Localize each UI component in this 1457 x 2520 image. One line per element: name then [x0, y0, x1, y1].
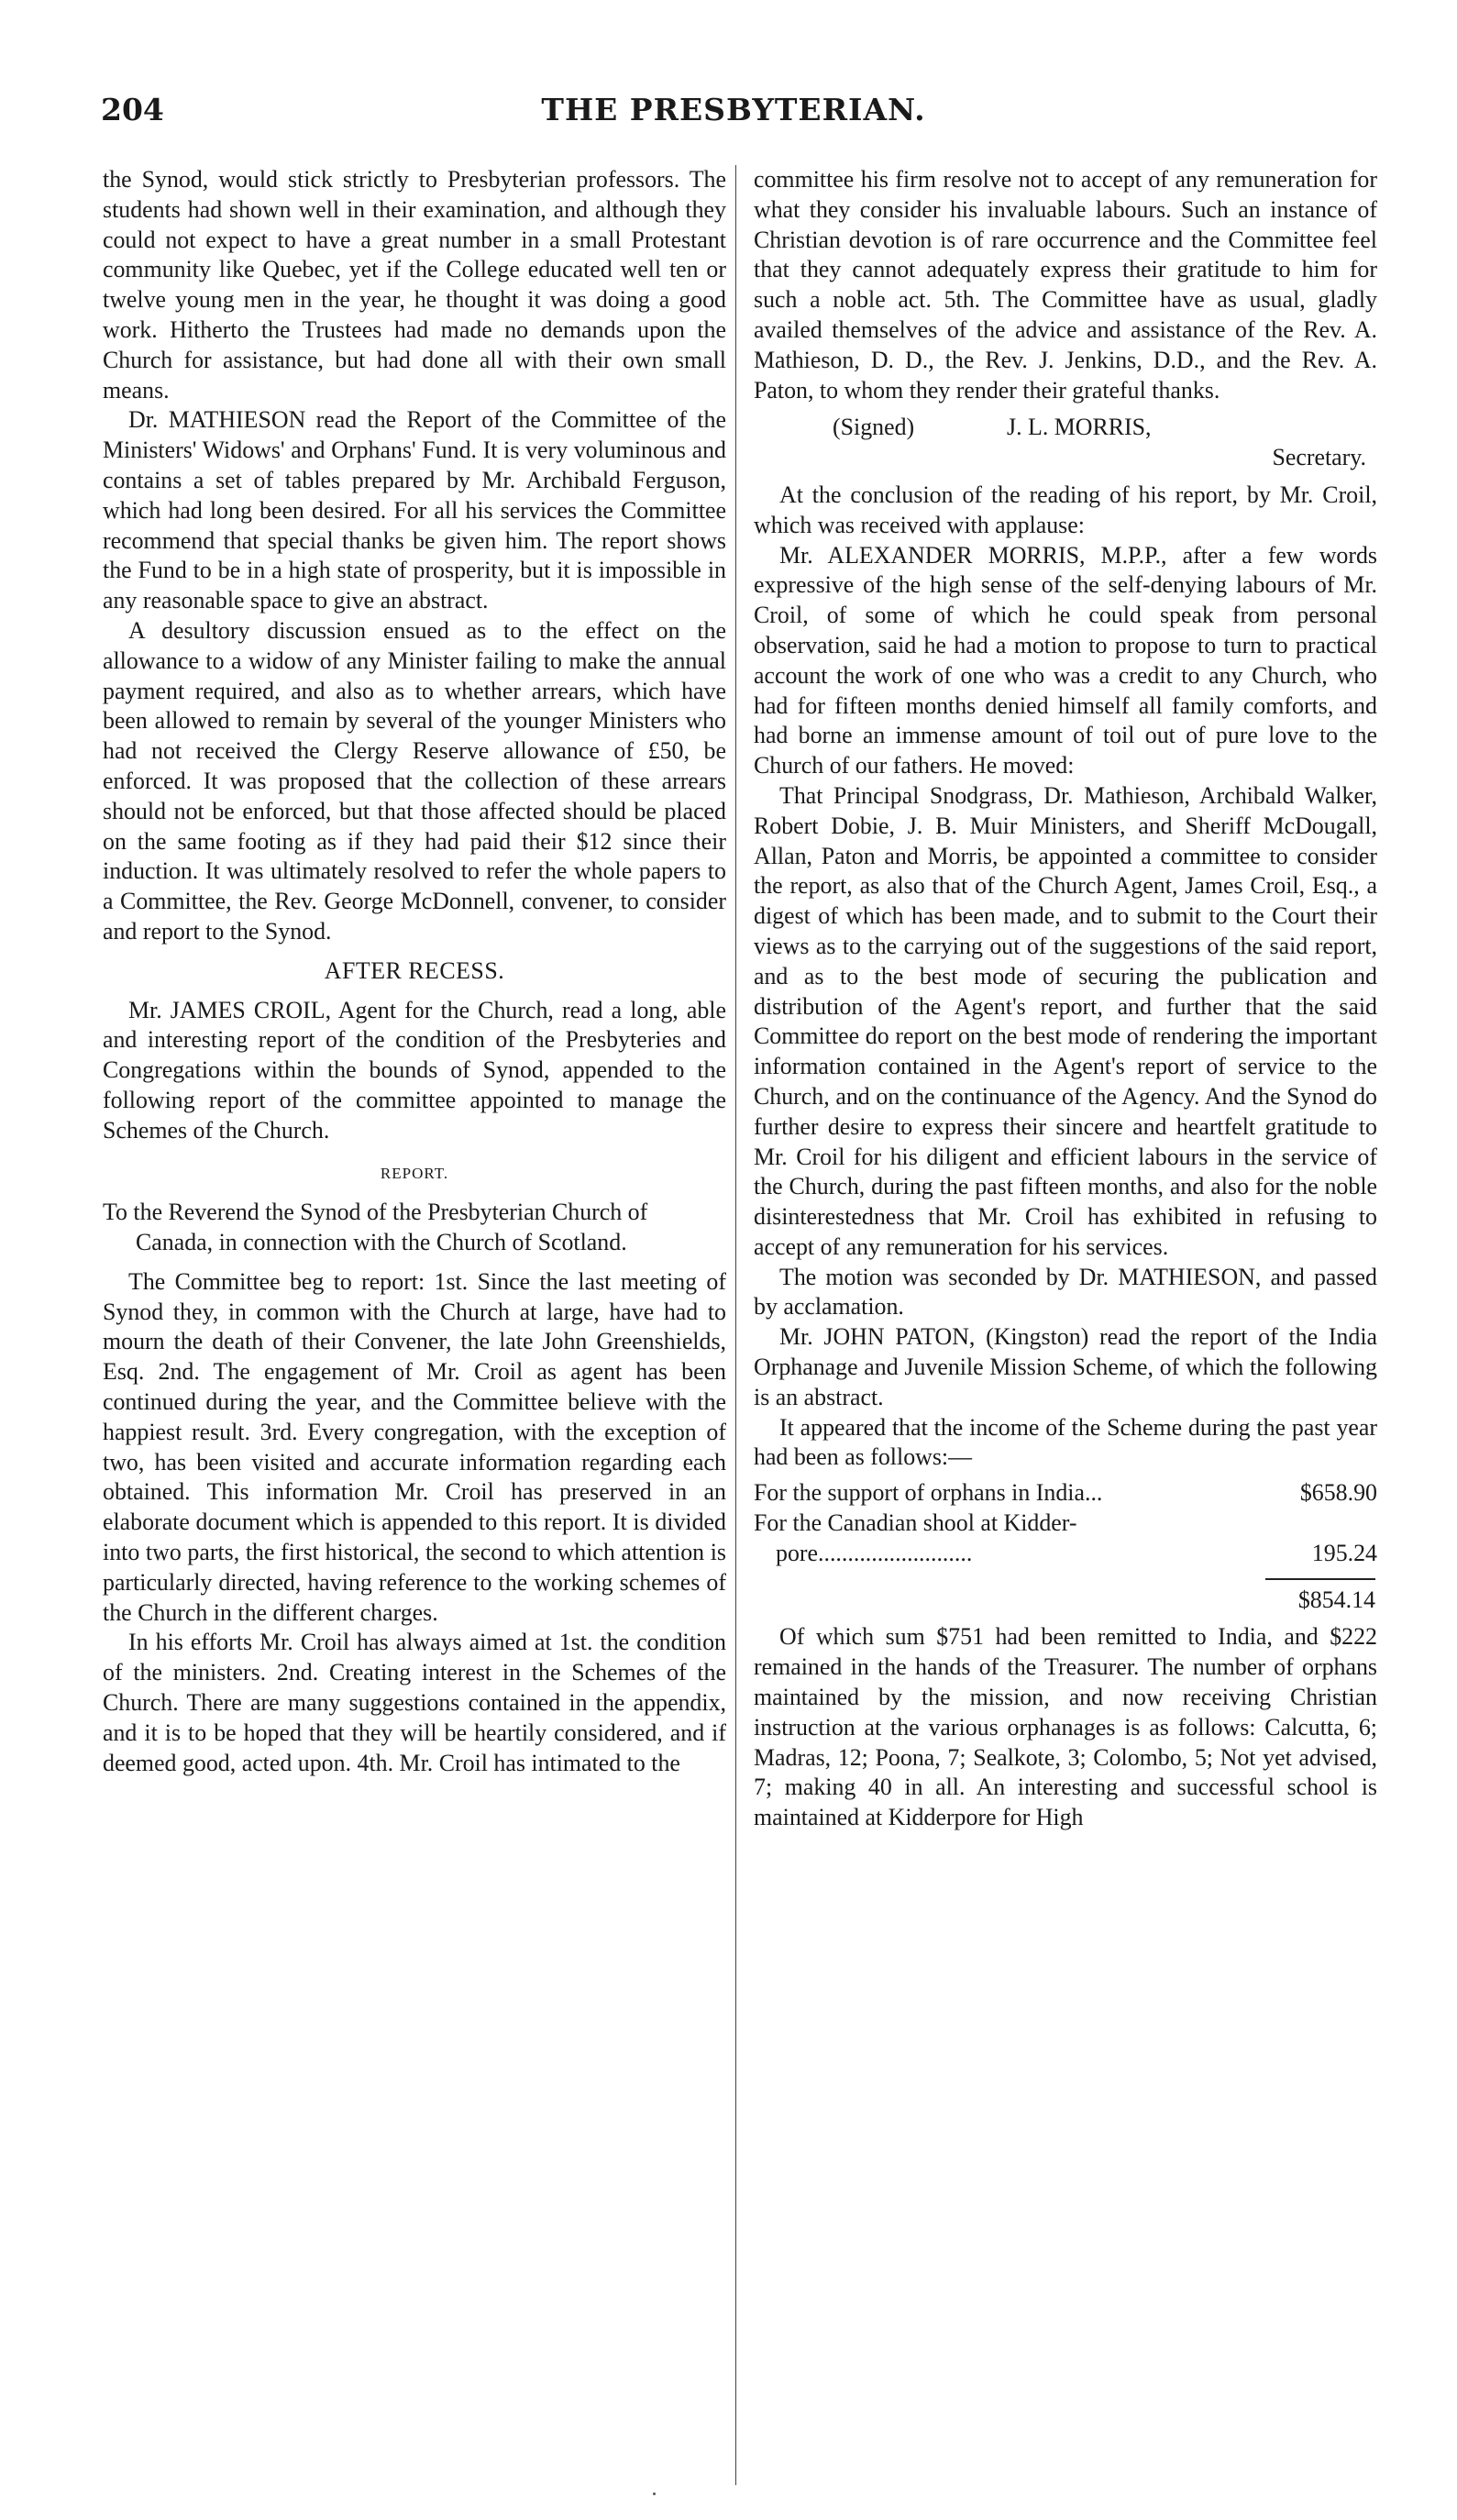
paragraph: It appeared that the income of the Scheme during the past year had been as follows:—	[754, 1413, 1377, 1471]
ledger-row	[754, 1509, 1377, 1539]
paragraph: In his efforts Mr. Croil has always aimed at 1st. the condition of the ministers. 2nd. Creating interest in the Schemes of the Church. There are many suggestions contained in the appendix, and it is to be hoped that they will be heartily considered, and if deemed good, acted upon. 4th. Mr. Croil has intimated to the	[103, 1629, 726, 1776]
page-number: 204	[101, 92, 164, 127]
page-header	[101, 92, 1366, 147]
paragraph: Mr. ALEXANDER MORRIS, M.P.P., after a few words expressive of the high sense of the self-denying labours of Mr. Croil, of some of which he could speak from personal observation, said he had a motion to propose to turn to practical account the work of one who was a credit to any Church, who had for fifteen months denied himself all family comforts, and had borne an immense amount of toil out of pure love to the Church of our fathers. He moved:	[754, 541, 1377, 779]
paragraph: The motion was seconded by Dr. MATHIESON, and passed by acclamation.	[754, 1263, 1377, 1321]
paragraph: The Committee beg to report: 1st. Since the last meeting of Synod they, in common with the Church at large, have had to mourn the death of their Convener, the late John Greenshields, Esq. 2nd. The engagement of Mr. Croil as agent has been continued during the year, and the Committee believe with the happiest result. 3rd. Every congregation, with the exception of two, has been visited and accurate information regarding each obtained. This information Mr. Croil has preserved in an elaborate document which is appended to this report. It is divided into two parts, the first historical, the second to which attention is particularly directed, having reference to the working schemes of the Church in the different charges.	[103, 1267, 726, 1626]
ledger-total: $854.14	[1297, 1586, 1375, 1613]
ledger-amount: 195.24	[1311, 1539, 1377, 1566]
ledger-label: For the Canadian shool at Kidder-	[754, 1509, 1077, 1537]
total-rule	[1265, 1578, 1375, 1580]
paragraph: Of which sum $751 had been remitted to India, and $222 remained in the hands of the Treasurer. The number of orphans maintained by the mission, and now receiving Christian instruction at the various orphanages is as follows: Calcutta, 6; Madras, 12; Poona, 7; Sealkote, 3; Colombo, 5; Not yet advised, 7; making 40 in all. An interesting and successful school is maintained at Kidderpore for High	[754, 1623, 1377, 1831]
ledger-row	[754, 1539, 1377, 1569]
page-title: THE PRESBYTERIAN.	[541, 92, 926, 127]
signature-line	[754, 413, 1377, 443]
income-ledger	[754, 1478, 1377, 1615]
column-divider	[735, 165, 736, 2485]
paragraph: A desultory discussion ensued as to the effect on the allowance to a widow of any Minister failing to make the annual payment required, and also as to whether arrears, which have been allowed to remain by several of the younger Ministers who had not received the Clergy Reserve allowance of £50, be enforced. It was proposed that the collection of these arrears should not be enforced, but that those affected should be placed on the same footing as if they had paid their $12 since their induction. It was ultimately resolved to refer the whole papers to a Committee, the Rev. George McDonnell, convener, to consider and report to the Synod.	[103, 616, 726, 945]
paragraph: At the conclusion of the reading of his report, by Mr. Croil, which was received with applause:	[754, 481, 1377, 538]
ledger-label: For the support of orphans in India...	[754, 1479, 1103, 1507]
report-address: To the Reverend the Synod of the Presbyterian Church of Canada, in connection with the Church of Scotland.	[103, 1199, 648, 1256]
paragraph: Mr. JAMES CROIL, Agent for the Church, read a long, able and interesting report of the condition of the Presbyteries and Congregations within the bounds of Synod, appended to the following report of the committee appointed to manage the Schemes of the Church.	[103, 996, 726, 1144]
section-heading-after-recess: AFTER RECESS.	[324, 956, 505, 984]
ledger-amount: $658.90	[1299, 1479, 1377, 1507]
paragraph: Mr. JOHN PATON, (Kingston) read the report of the India Orphanage and Juvenile Mission Scheme, of which the following is an abstract.	[754, 1323, 1377, 1410]
paragraph: the Synod, would stick strictly to Presbyterian professors. The students had shown well in their examination, and although they could not expect to have a great number in a small Protestant community like Quebec, yet if the College educated well ten or twelve young men in the year, he thought it was doing a good work. Hitherto the Trustees had made no demands upon the Church for assistance, but had done all with their own small means.	[103, 166, 726, 403]
signed-label: (Signed)	[833, 414, 915, 441]
paragraph: committee his firm resolve not to accept of any remuneration for what they consider his invaluable labours. Such an instance of Christian devotion is of rare occurrence and the Committee feel that they cannot adequately express their gratitude to him for such a noble act. 5th. The Committee have as usual, gladly availed themselves of the advice and assistance of the Rev. A. Mathieson, D. D., the Rev. J. Jenkins, D.D., and the Rev. A. Paton, to whom they render their grateful thanks.	[754, 166, 1377, 403]
signatory-role: Secretary.	[1272, 444, 1366, 471]
right-column	[754, 165, 1377, 1833]
left-column	[103, 165, 726, 1778]
signatory-name: J. L. MORRIS,	[1007, 414, 1152, 441]
motion-paragraph: That Principal Snodgrass, Dr. Mathieson, Archibald Walker, Robert Dobie, J. B. Muir Ministers, and Sheriff McDougall, Allan, Paton and Morris, be appointed a committee to consider the report, as also that of the Church Agent, James Croil, Esq., a digest of which has been made, and to submit to the Court their views as to the carrying out of the suggestions of the said report, and as to the best mode of securing the publication and distribution of the Agent's report, and further that the said Committee do report on the best mode of rendering the important information contained in the Agent's report of service to the Church, and on the continuance of the Agency. And the Synod do further desire to express their sincere and heartfelt gratitude to Mr. Croil for his diligent and efficient labours in the service of the Church, during the past fifteen months, and also for the noble disinterestedness that Mr. Croil has exhibited in refusing to accept of any remuneration for his services.	[754, 781, 1377, 1260]
paragraph: Dr. MATHIESON read the Report of the Committee of the Ministers' Widows' and Orphans' Fund. It is very voluminous and contains a set of tables prepared by Mr. Archibald Ferguson, which had long been desired. For all his services the Committee recommend that special thanks be given him. The report shows the Fund to be in a high state of prosperity, but it is impossible in any reasonable space to give an abstract.	[103, 406, 726, 614]
ledger-label-continued: pore..........................	[776, 1539, 973, 1566]
page-mark	[653, 2492, 656, 2495]
section-heading-report: REPORT.	[380, 1164, 449, 1182]
ledger-row	[754, 1478, 1377, 1509]
